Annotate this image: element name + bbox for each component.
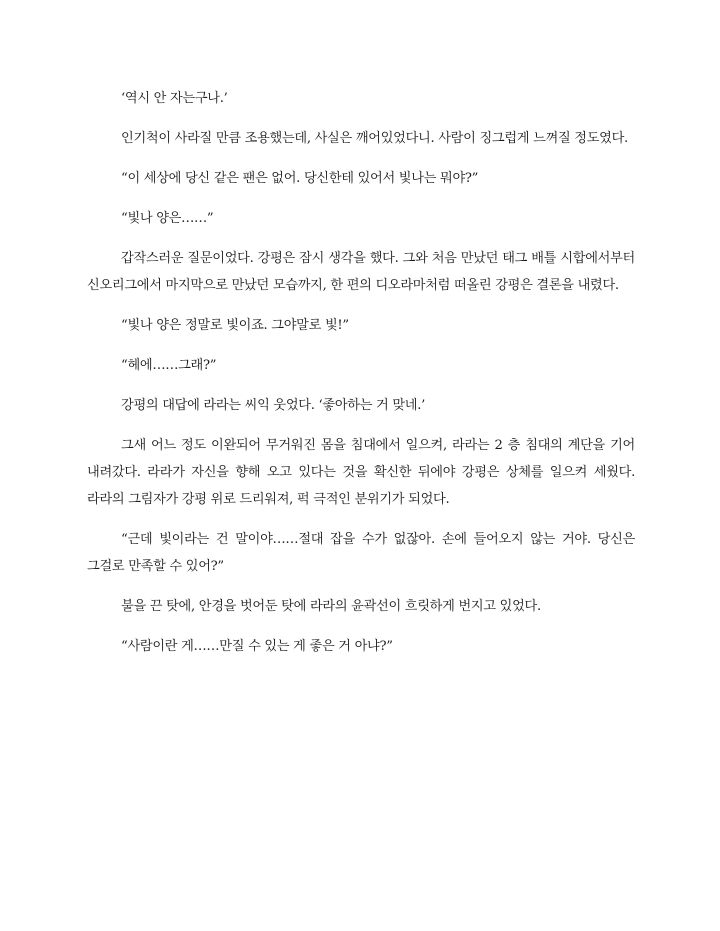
paragraph-9: 그새 어느 정도 이완되어 무거워진 몸을 침대에서 일으켜, 라라는 2 층 침대의 계단을 기어 내려갔다. 라라가 자신을 향해 오고 있다는 것을 확신한 뒤에야 강평은 상체를 일으켜 세웠다. 라라의 그림자가 강평 위로 드리워져, 퍽 극적인 분위기가 되었다.	[87, 438, 635, 507]
paragraph-6: “빛나 양은 정말로 빛이죠. 그야말로 빛!”	[121, 318, 349, 333]
paragraph-3: “이 세상에 당신 같은 팬은 없어. 당신한테 있어서 빛나는 뭐야?”	[121, 171, 479, 186]
paragraph-7: “헤에……그래?”	[121, 358, 217, 373]
paragraph-5: 갑작스러운 질문이었다. 강평은 잠시 생각을 했다. 그와 처음 만났던 태그 배틀 시합에서부터 신오리그에서 마지막으로 만났던 모습까지, 한 편의 디오라마처럼 떠올린 강평은 결론을 내렸다.	[87, 251, 635, 293]
paragraph-4: “빛나 양은……”	[121, 211, 214, 226]
paragraph-8: 강평의 대답에 라라는 씨익 웃었다. ‘좋아하는 거 맞네.’	[121, 398, 426, 413]
paragraph-10: “근데 빛이라는 건 말이야……절대 잡을 수가 없잖아. 손에 들어오지 않는 거야. 당신은 그걸로 만족할 수 있어?”	[87, 532, 635, 574]
body-text	[87, 85, 635, 660]
paragraph-1: ‘역시 안 자는구나.’	[121, 91, 228, 106]
paragraph-2: 인기척이 사라질 만큼 조용했는데, 사실은 깨어있었다니. 사람이 징그럽게 느껴질 정도였다.	[121, 131, 628, 146]
paragraph-11: 불을 끈 탓에, 안경을 벗어둔 탓에 라라의 윤곽선이 흐릿하게 번지고 있었다.	[121, 599, 541, 614]
paragraph-12: “사람이란 게……만질 수 있는 게 좋은 거 아냐?”	[121, 639, 393, 654]
